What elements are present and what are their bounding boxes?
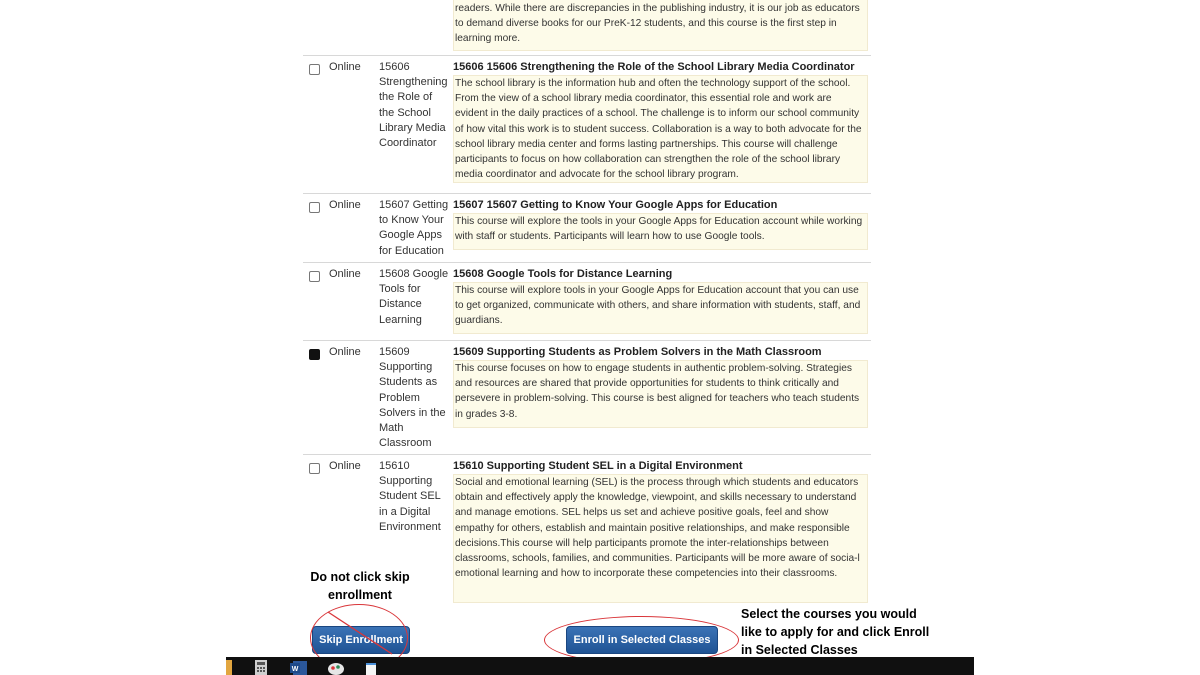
paint-icon[interactable] xyxy=(326,660,346,675)
course-number-title: 15607 Getting to Know Your Google Apps for Education xyxy=(379,199,449,257)
course-title: 15607 15607 Getting to Know Your Google Apps for Education xyxy=(453,199,778,211)
course-mode: Online xyxy=(329,268,361,280)
course-description-text: This course will explore the tools in your Google Apps for Education account while working with staff or students. Participants will learn how to use Google tools. xyxy=(455,216,863,243)
enroll-selected-button[interactable]: Enroll in Selected Classes xyxy=(566,626,718,654)
course-description-text: This course will explore tools in your Google Apps for Education account that you can use to get organized, communicate with others, and share information with students, staff, and guardians. xyxy=(455,285,861,327)
course-description xyxy=(453,474,868,603)
course-checkbox[interactable] xyxy=(309,271,320,282)
course-number-title: 15609 Supporting Students as Problem Solvers in the Math Classroom xyxy=(379,346,446,450)
course-description-text: The school library is the information hub and often the technology support of the school. From the view of a school library media coordinator, this essential role and work are evident in the daily practices of a school. The challenge is to inform our school community of how vital this work is to student success. Collaboration is a way to both advocate for the school library media center and forms lasting partnerships. This course will challenge participants to focus on how collaboration can strengthen the role of the school library media coordinator and advocate for the school library program. xyxy=(455,78,862,181)
course-description-text: This course focuses on how to engage students in authentic problem-solving. Strategies and resources are shared that provide opportunities for students to think critically and persevere in problem-solving. This course is best aligned for teachers who teach students in grades 3-8. xyxy=(455,363,860,420)
course-mode: Online xyxy=(329,460,361,472)
notepad-icon[interactable] xyxy=(364,660,378,675)
course-mode: Online xyxy=(329,346,361,358)
course-checkbox-checked[interactable] xyxy=(309,349,320,360)
course-title: 15609 Supporting Students as Problem Solvers in the Math Classroom xyxy=(453,346,822,358)
annotation-strike-line xyxy=(320,608,400,658)
course-checkbox[interactable] xyxy=(309,64,320,75)
course-title: 15608 Google Tools for Distance Learning xyxy=(453,268,673,280)
course-number-title: 15608 Google Tools for Distance Learning xyxy=(379,268,449,326)
course-row-partial xyxy=(303,0,871,56)
calculator-icon[interactable] xyxy=(254,660,268,675)
skip-enrollment-button[interactable]: Skip Enrollment xyxy=(312,626,410,654)
course-checkbox[interactable] xyxy=(309,202,320,213)
folder-icon[interactable] xyxy=(226,660,232,675)
course-title: 15606 15606 Strengthening the Role of the School Library Media Coordinator xyxy=(453,61,855,73)
course-row xyxy=(303,194,871,263)
course-title: 15610 Supporting Student SEL in a Digital Environment xyxy=(453,460,743,472)
course-description xyxy=(453,0,868,51)
svg-text:W: W xyxy=(291,666,299,673)
course-mode: Online xyxy=(329,199,361,211)
taskbar xyxy=(226,657,974,675)
word-icon[interactable] xyxy=(290,660,308,675)
course-number-title: 15610 Supporting Student SEL in a Digital Environment xyxy=(379,460,441,533)
course-number-title: 15606 Strengthening the Role of the School Library Media Coordinator xyxy=(379,61,448,150)
course-description xyxy=(453,360,868,428)
course-description-text: Social and emotional learning (SEL) is the process through which students and educators obtain and effectively apply the knowledge, viewpoint, and skills necessary to understand and manage emotions. SEL helps us set and achieve positive goals, feel and show empathy for others, establish and maintain positive relationships, and make responsible decisions.This course will help participants promote the inter-relationships between classrooms, schools, families, and communities. Participants will be more aware of socia-l emotional learning and how to incorporate these competencies into their classrooms. xyxy=(455,477,860,580)
course-description xyxy=(453,75,868,183)
course-row xyxy=(303,341,871,455)
course-description xyxy=(453,282,868,334)
course-row xyxy=(303,56,871,194)
course-mode: Online xyxy=(329,61,361,73)
course-description-text: readers. While there are discrepancies in the publishing industry, it is our job as educators to demand diverse books for our PreK-12 students, and this course is the first step in learning more. xyxy=(455,3,860,45)
annotation-right: Select the courses you would like to apply for and click Enroll in Selected Classes xyxy=(741,607,930,657)
annotation-left: Do not click skip enrollment xyxy=(310,570,410,602)
course-row xyxy=(303,263,871,341)
course-checkbox[interactable] xyxy=(309,463,320,474)
course-description xyxy=(453,213,868,250)
